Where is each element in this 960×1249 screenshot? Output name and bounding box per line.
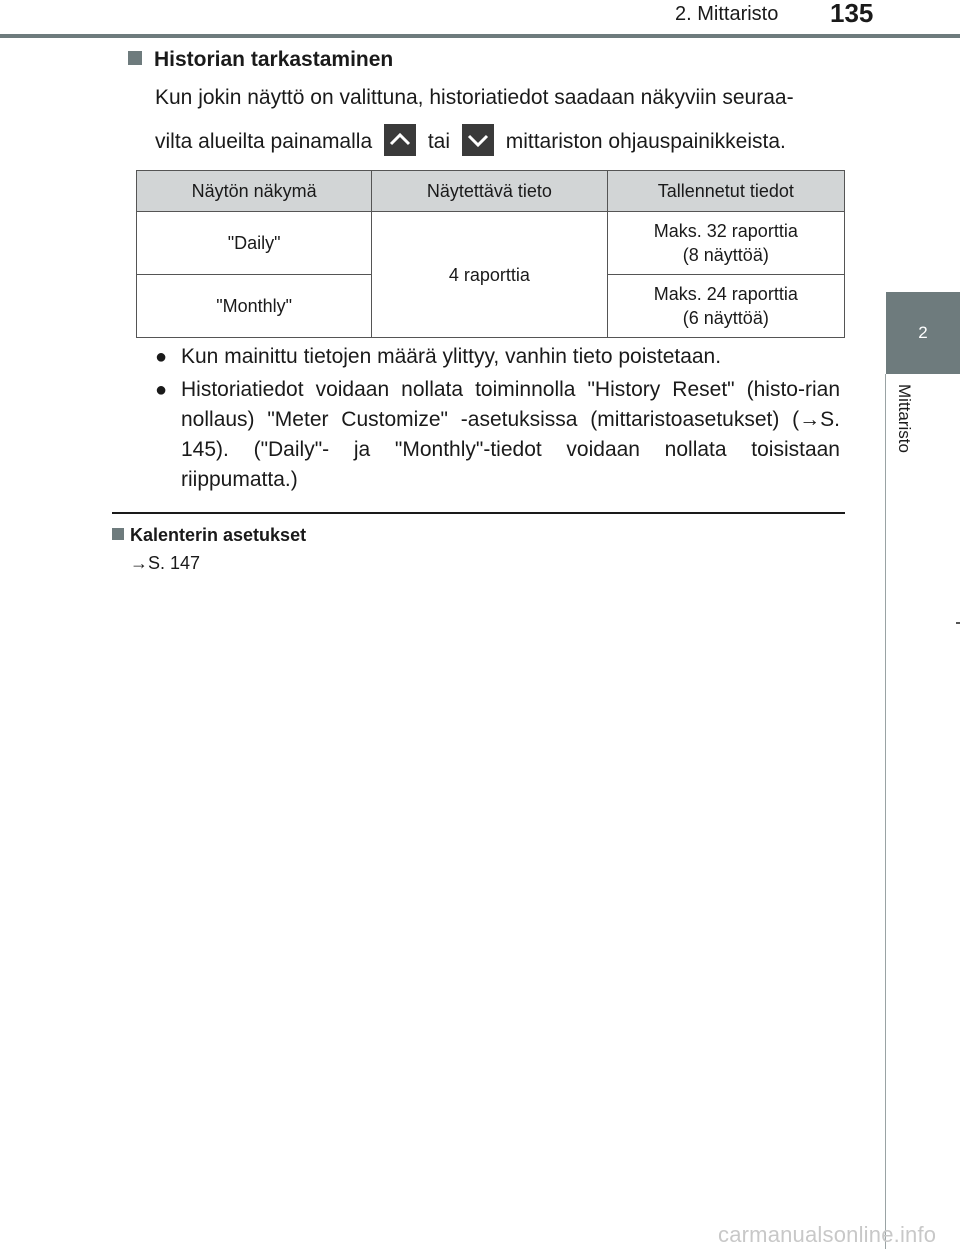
table-row — [137, 212, 845, 275]
table-cell-stored — [607, 212, 844, 275]
section-heading — [128, 48, 393, 72]
list-item-text: Kun mainittu tietojen määrä ylittyy, vanhin tieto poistetaan. — [181, 345, 722, 368]
section-heading-text: Historian tarkastaminen — [154, 48, 394, 71]
side-tab-label: Mittaristo — [895, 384, 914, 453]
bullet-list — [155, 342, 840, 498]
history-table — [136, 170, 845, 338]
intro-text-a: vilta alueilta painamalla — [155, 130, 373, 153]
stored-line: Maks. 24 raporttia — [653, 284, 798, 304]
table-cell-view: "Daily" — [137, 212, 372, 275]
intro-line-2 — [155, 124, 786, 156]
table-cell-shown-info: 4 raporttia — [372, 212, 607, 338]
stored-line: (6 näyttöä) — [682, 308, 769, 328]
header-rule — [0, 34, 960, 38]
header-chapter-title: 2. Mittaristo — [675, 3, 779, 25]
chevron-down-icon — [462, 124, 494, 156]
list-item — [155, 375, 840, 495]
bullet-dot-icon: ● — [155, 379, 168, 401]
side-tab-number: 2 — [918, 323, 928, 342]
page-reference-link[interactable]: →S. 147 — [130, 553, 201, 573]
watermark: carmanualsonline.info — [718, 1222, 937, 1247]
page-number: 135 — [830, 0, 874, 28]
side-rule — [885, 374, 886, 1249]
intro-text-c: mittariston ohjauspainikkeista. — [505, 130, 786, 153]
side-tab — [886, 292, 960, 374]
intro-text-b: tai — [427, 130, 451, 153]
table-header-stored: Tallennetut tiedot — [607, 171, 844, 212]
square-bullet-icon — [128, 51, 142, 65]
subsection-heading — [112, 525, 306, 546]
stored-line: (8 näyttöä) — [682, 245, 769, 265]
square-bullet-icon — [112, 528, 124, 540]
stored-line: Maks. 32 raporttia — [653, 221, 798, 241]
side-tick — [956, 622, 960, 624]
table-header-row — [137, 171, 845, 212]
intro-line-1: Kun jokin näyttö on valittuna, historiatiedot saadaan näkyviin seuraa- — [155, 86, 794, 109]
table-header-view: Näytön näkymä — [137, 171, 372, 212]
table-cell-stored — [607, 275, 844, 338]
list-item — [155, 342, 840, 372]
list-item-text: Historiatiedot voidaan nollata toiminnolla "History Reset" (histo-rian nollaus) "Meter Customize" -asetuksissa (mittaristoasetukset) (→S. 145). ("Daily"- ja "Monthly"-tiedot voidaan nollata toisistaan riippumatta.) — [181, 378, 840, 491]
table-cell-view: "Monthly" — [137, 275, 372, 338]
table-header-shown-info: Näytettävä tieto — [372, 171, 607, 212]
subsection-heading-text: Kalenterin asetukset — [130, 525, 307, 545]
section-divider — [112, 512, 845, 514]
bullet-dot-icon: ● — [155, 346, 168, 368]
chevron-up-icon — [384, 124, 416, 156]
